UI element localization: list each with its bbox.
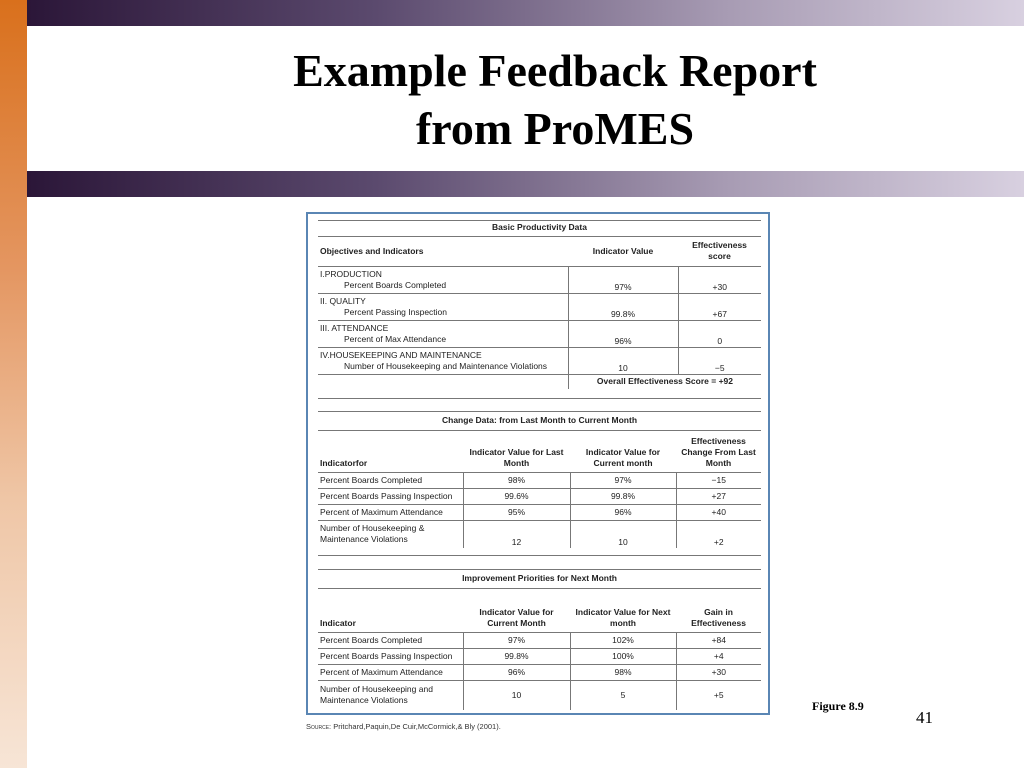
- objective-label: IV.HOUSEKEEPING AND MAINTENANCE: [320, 349, 482, 360]
- indicator-label: Percent Boards Passing Inspection: [318, 648, 463, 664]
- effectiveness-change: +40: [676, 504, 761, 520]
- basic-header-value: Indicator Value: [568, 236, 678, 266]
- rule: [318, 398, 761, 399]
- indicator-label: Percent of Maximum Attendance: [318, 504, 463, 520]
- indicator-label: Percent Passing Inspection: [344, 306, 448, 317]
- slide-title: [255, 42, 855, 158]
- page-number: 41: [916, 708, 933, 727]
- table-row: [318, 632, 761, 648]
- indicator-label: Percent Boards Completed: [344, 279, 447, 290]
- indicator-label: Percent of Max Attendance: [344, 333, 447, 344]
- table-row: [318, 472, 761, 488]
- slide-title-line-1: Example Feedback Report: [293, 45, 817, 96]
- value-current-month: 10: [463, 680, 570, 710]
- value-next-month: 5: [570, 680, 676, 710]
- table-row: [318, 266, 761, 293]
- value-next-month: 100%: [570, 648, 676, 664]
- table-row: [318, 648, 761, 664]
- value-current-month: 97%: [570, 472, 676, 488]
- basic-header-objectives: Objectives and Indicators: [318, 236, 568, 266]
- effectiveness-score: +67: [678, 293, 761, 320]
- indicator-label: Percent Boards Passing Inspection: [318, 488, 463, 504]
- value-current-month: 99.8%: [463, 648, 570, 664]
- gain-in-effectiveness: +4: [676, 648, 761, 664]
- title-divider-banner: [27, 171, 1024, 197]
- indicator-label: Percent of Maximum Attendance: [318, 664, 463, 680]
- value-current-month: 96%: [463, 664, 570, 680]
- table-row: [318, 664, 761, 680]
- effectiveness-score: 0: [678, 320, 761, 347]
- objective-label: II. QUALITY: [320, 295, 366, 306]
- priorities-header-next-month: Indicator Value for Next month: [570, 588, 676, 632]
- change-data-table: [318, 412, 761, 548]
- value-next-month: 98%: [570, 664, 676, 680]
- value-current-month: 99.8%: [570, 488, 676, 504]
- indicator-label: Number of Housekeeping & Maintenance Violations: [318, 520, 463, 548]
- improvement-priorities-table: [318, 570, 761, 710]
- feedback-report-figure: [306, 212, 770, 715]
- left-accent-bar: [0, 0, 27, 768]
- objective-label: III. ATTENDANCE: [320, 322, 389, 333]
- indicator-value: 96%: [568, 320, 678, 347]
- value-last-month: 99.6%: [463, 488, 570, 504]
- change-header-last-month: Indicator Value for Last Month: [463, 430, 570, 472]
- slide-title-line-2: from ProMES: [415, 103, 695, 154]
- effectiveness-change: +27: [676, 488, 761, 504]
- indicator-label: Number of Housekeeping and Maintenance Violations: [344, 360, 548, 371]
- basic-section-title: Basic Productivity Data: [492, 222, 587, 233]
- gain-in-effectiveness: +84: [676, 632, 761, 648]
- table-row: [318, 320, 761, 347]
- priorities-header-gain: Gain in Effectiveness: [676, 588, 761, 632]
- table-row: [318, 520, 761, 548]
- effectiveness-score: −5: [678, 347, 761, 374]
- basic-header-score: Effectiveness score: [678, 236, 761, 266]
- change-header-current-month: Indicator Value for Current month: [570, 430, 676, 472]
- effectiveness-change: +2: [676, 520, 761, 548]
- table-row: [318, 504, 761, 520]
- table-row: [318, 347, 761, 374]
- source-citation: [306, 722, 501, 731]
- indicator-value: 99.8%: [568, 293, 678, 320]
- effectiveness-score: +30: [678, 266, 761, 293]
- indicator-label: Number of Housekeeping and Maintenance Violations: [318, 680, 463, 710]
- value-current-month: 96%: [570, 504, 676, 520]
- value-last-month: 12: [463, 520, 570, 548]
- source-label: Source:: [306, 722, 332, 731]
- table-row: [318, 488, 761, 504]
- change-header-effectiveness-change: Effectiveness Change From Last Month: [676, 430, 761, 472]
- gain-in-effectiveness: +30: [676, 664, 761, 680]
- value-current-month: 10: [570, 520, 676, 548]
- value-current-month: 97%: [463, 632, 570, 648]
- rule: [318, 555, 761, 556]
- table-row: [318, 293, 761, 320]
- priorities-section-title: Improvement Priorities for Next Month: [462, 573, 617, 584]
- change-header-indicator: Indicatorfor: [318, 430, 463, 472]
- effectiveness-change: −15: [676, 472, 761, 488]
- gain-in-effectiveness: +5: [676, 680, 761, 710]
- table-row: [318, 680, 761, 710]
- change-section-title: Change Data: from Last Month to Current Month: [442, 415, 638, 426]
- indicator-label: Percent Boards Completed: [318, 632, 463, 648]
- priorities-header-indicator: Indicator: [318, 588, 463, 632]
- indicator-value: 97%: [568, 266, 678, 293]
- basic-productivity-table: [318, 220, 761, 389]
- source-text: Pritchard,Paquin,De Cuir,McCormick,& Bly (2001).: [333, 722, 501, 731]
- priorities-header-current-month: Indicator Value for Current Month: [463, 588, 570, 632]
- overall-effectiveness-score: Overall Effectiveness Score = +92: [568, 374, 761, 389]
- objective-label: I.PRODUCTION: [320, 268, 382, 279]
- value-last-month: 95%: [463, 504, 570, 520]
- value-last-month: 98%: [463, 472, 570, 488]
- indicator-value: 10: [568, 347, 678, 374]
- figure-label: Figure 8.9: [812, 699, 864, 713]
- value-next-month: 102%: [570, 632, 676, 648]
- top-banner: [27, 0, 1024, 26]
- indicator-label: Percent Boards Completed: [318, 472, 463, 488]
